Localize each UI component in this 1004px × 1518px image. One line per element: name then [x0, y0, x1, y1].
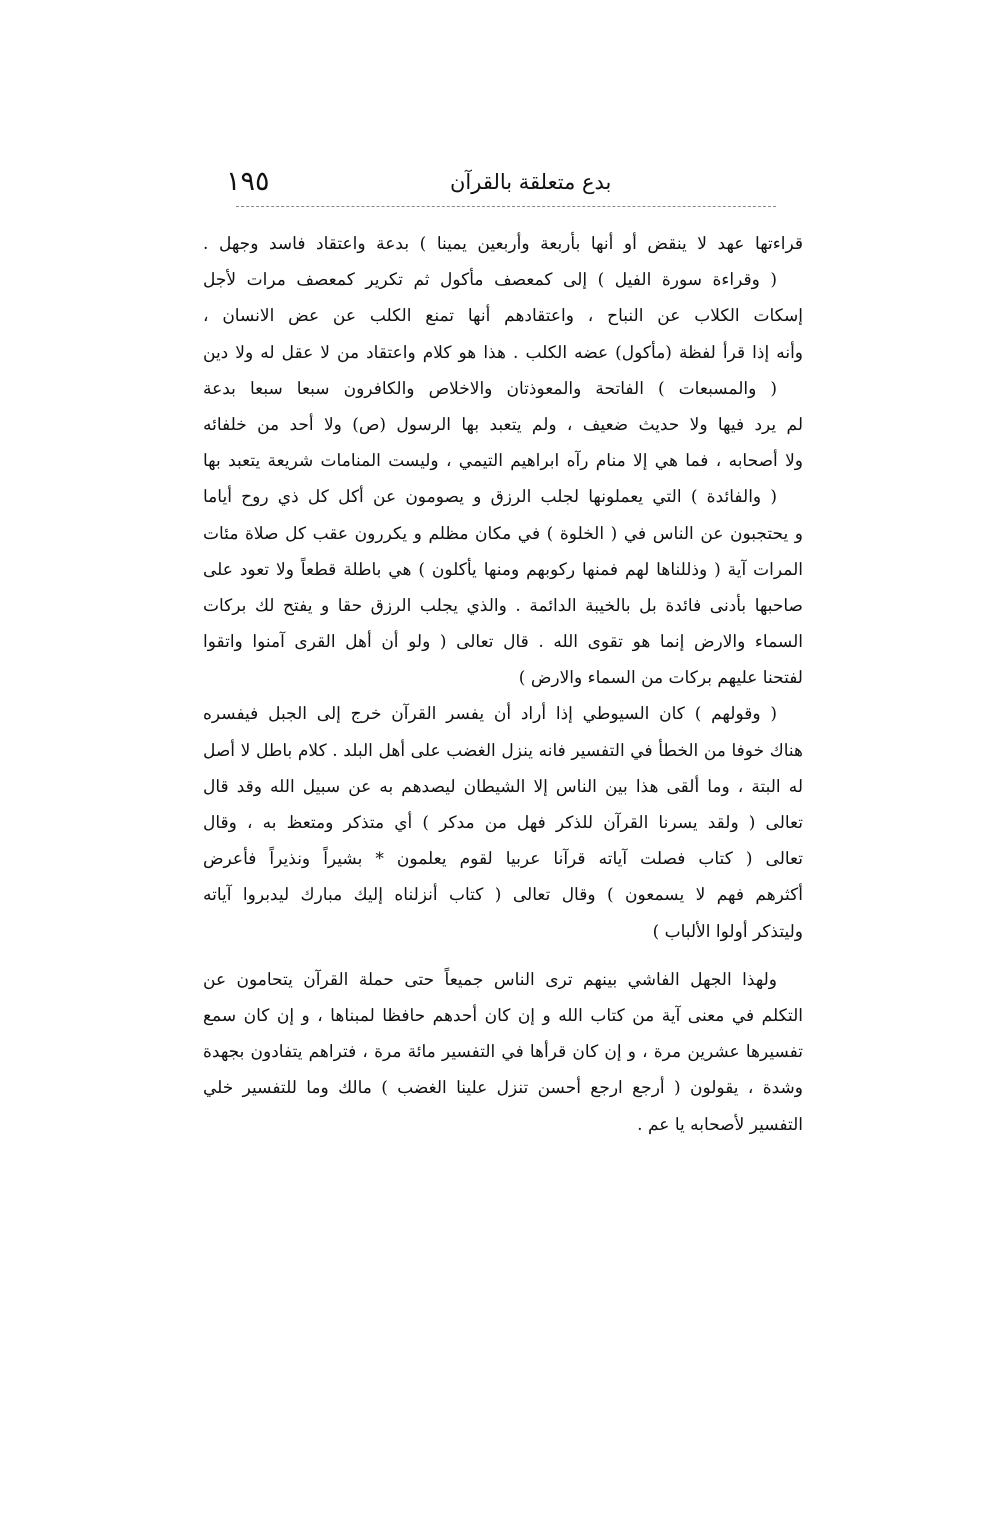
- text-line: ( وقولهم ) كان السيوطي إذا أراد أن يفسر القرآن خرج إلى الجبل فيفسره: [203, 704, 777, 725]
- text-line: و يحتجبون عن الناس في ( الخلوة ) في مكان مظلم و يكررون عقب كل صلاة مئات: [203, 523, 803, 544]
- header-divider: [236, 206, 776, 207]
- text-line: ( والفائدة ) التي يعملونها لجلب الرزق و يصومون عن أكل كل ذي روح أياما: [203, 487, 777, 508]
- text-line: التفسير لأصحابه يا عم .: [637, 1114, 803, 1135]
- text-line: هناك خوفا من الخطأ في التفسير فانه ينزل الغضب على أهل البلد . كلام باطل لا أصل: [203, 740, 803, 761]
- page-number: ١٩٥: [226, 166, 270, 197]
- running-head: [200, 166, 800, 200]
- text-line: التكلم في معنى آية من كتاب الله و إن كان أحدهم حافظا لمبناها ، و إن كان سمع: [203, 1005, 804, 1026]
- text-line: قراءتها عهد لا ينقض أو أنها بأربعة وأربعين يمينا ) بدعة واعتقاد فاسد وجهل .: [203, 234, 803, 254]
- text-line: تفسيرها عشرين مرة ، و إن كان قرأها في التفسير مائة مرة ، فتراهم يتفادون بجهدة: [203, 1042, 803, 1063]
- text-line: إسكات الكلاب عن النباح ، واعتقادهم أنها تمنع الكلب عن عض الانسان ،: [203, 306, 803, 327]
- paragraph-gap: [203, 950, 803, 962]
- body-text: [203, 226, 803, 1143]
- text-line: ولهذا الجهل الفاشي بينهم ترى الناس جميعاً حتى حملة القرآن يتحامون عن: [203, 969, 777, 990]
- text-line: وأنه إذا قرأ لفظة (مأكول) عضه الكلب . هذا هو كلام واعتقاد من لا عقل له ولا دين: [203, 342, 803, 363]
- text-line: ولا أصحابه ، فما هي إلا منام رآه ابراهيم التيمي ، وليست المنامات شريعة يتعبد بها: [203, 451, 803, 472]
- text-line: وليتذكر أولوا الألباب ): [652, 921, 803, 942]
- text-line: المرات آية ( وذللناها لهم فمنها ركوبهم ومنها يأكلون ) هي باطلة قطعاً ولا تعود على: [203, 559, 803, 580]
- running-title: بدع متعلقة بالقرآن: [450, 170, 612, 194]
- text-line: لم يرد فيها ولا حديث ضعيف ، ولم يتعبد بها الرسول (ص) ولا أحد من خلفائه: [203, 414, 803, 435]
- text-line: وشدة ، يقولون ( أرجع ارجع أحسن تنزل علينا الغضب ) مالك وما للتفسير خلي: [203, 1078, 803, 1099]
- text-line: لفتحنا عليهم بركات من السماء والارض ): [518, 668, 803, 689]
- text-line: السماء والارض إنما هو تقوى الله . قال تعالى ( ولو أن أهل القرى آمنوا واتقوا: [203, 632, 803, 653]
- text-line: ( والمسبعات ) الفاتحة والمعوذتان والاخلاص والكافرون سبعا سبعا بدعة: [203, 378, 777, 399]
- text-line: تعالى ( ولقد يسرنا القرآن للذكر فهل من مدكر ) أي متذكر ومتعظ به ، وقال: [203, 813, 803, 833]
- text-line: له البتة ، وما ألقى هذا بين الناس إلا الشيطان ليصدهم به عن سبيل الله وقد قال: [203, 776, 803, 797]
- text-line: أكثرهم فهم لا يسمعون ) وقال تعالى ( كتاب أنزلناه إليك مبارك ليدبروا آياته: [203, 885, 803, 906]
- text-line: تعالى ( كتاب فصلت آياته قرآنا عربيا لقوم يعلمون * بشيراً ونذيراً فأعرض: [203, 849, 803, 870]
- text-line: ( وقراءة سورة الفيل ) إلى كمعصف مأكول ثم تكرير كمعصف مرات لأجل: [203, 270, 777, 291]
- text-line: صاحبها بأدنى فائدة بل بالخيبة الدائمة . والذي يجلب الرزق حقا و يفتح لك بركات: [203, 595, 803, 616]
